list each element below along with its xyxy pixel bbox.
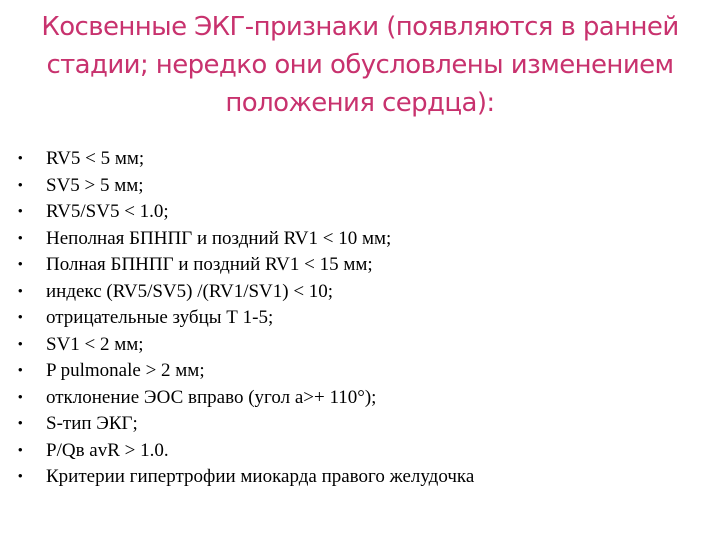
bullet-icon: •: [18, 203, 23, 218]
bullet-icon: •: [18, 150, 23, 165]
list-item: [18, 307, 708, 334]
bullet-icon: •: [18, 388, 23, 404]
list-item: [18, 201, 708, 228]
bullet-icon: •: [18, 309, 23, 324]
list-item-text: P pulmonale > 2 мм;: [46, 360, 205, 381]
bullet-icon: •: [18, 441, 23, 457]
list-item: [18, 281, 708, 308]
slide-title: Косвенные ЭКГ-признаки (появляются в ранней стадии; нередко они обусловлены изменением положения сердца):: [41, 12, 679, 118]
list-item: [18, 175, 708, 202]
list-item-text: Неполная БПНПГ и поздний RV1 < 10 мм;: [46, 227, 392, 249]
list-item: [18, 228, 708, 255]
list-item: [18, 148, 708, 175]
list-item: [18, 387, 708, 414]
list-item-text: индекс (RV5/SV5) /(RV1/SV1) < 10;: [46, 280, 334, 302]
list-item-text: P/Qв avR > 1.0.: [46, 439, 169, 461]
list-item-text: отклонение ЭОС вправо (угол а>+ 110°);: [46, 386, 377, 408]
list-item: [18, 413, 708, 440]
list-item-text: RV5/SV5 < 1.0;: [46, 201, 169, 222]
list-item-text: Критерии гипертрофии миокарда правого желудочка: [46, 466, 475, 487]
list-item-text: S-тип ЭКГ;: [46, 413, 138, 434]
bullet-icon: •: [18, 229, 23, 245]
bullet-icon: •: [18, 415, 23, 430]
bullet-icon: •: [18, 256, 23, 271]
bullet-icon: •: [18, 468, 23, 483]
list-item: [18, 466, 708, 493]
list-item-text: Полная БПНПГ и поздний RV1 < 15 мм;: [46, 254, 373, 275]
bullet-icon: •: [18, 335, 23, 351]
list-item-text: SV1 < 2 мм;: [46, 333, 144, 355]
bullet-icon: •: [18, 362, 23, 377]
bullet-list: [18, 148, 708, 493]
list-item-text: отрицательные зубцы Т 1-5;: [46, 307, 274, 328]
list-item: [18, 334, 708, 361]
list-item: [18, 440, 708, 467]
bullet-icon: •: [18, 176, 23, 192]
list-item: [18, 254, 708, 281]
list-item-text: RV5 < 5 мм;: [46, 148, 145, 169]
list-item-text: SV5 > 5 мм;: [46, 174, 144, 196]
bullet-icon: •: [18, 282, 23, 298]
list-item: [18, 360, 708, 387]
